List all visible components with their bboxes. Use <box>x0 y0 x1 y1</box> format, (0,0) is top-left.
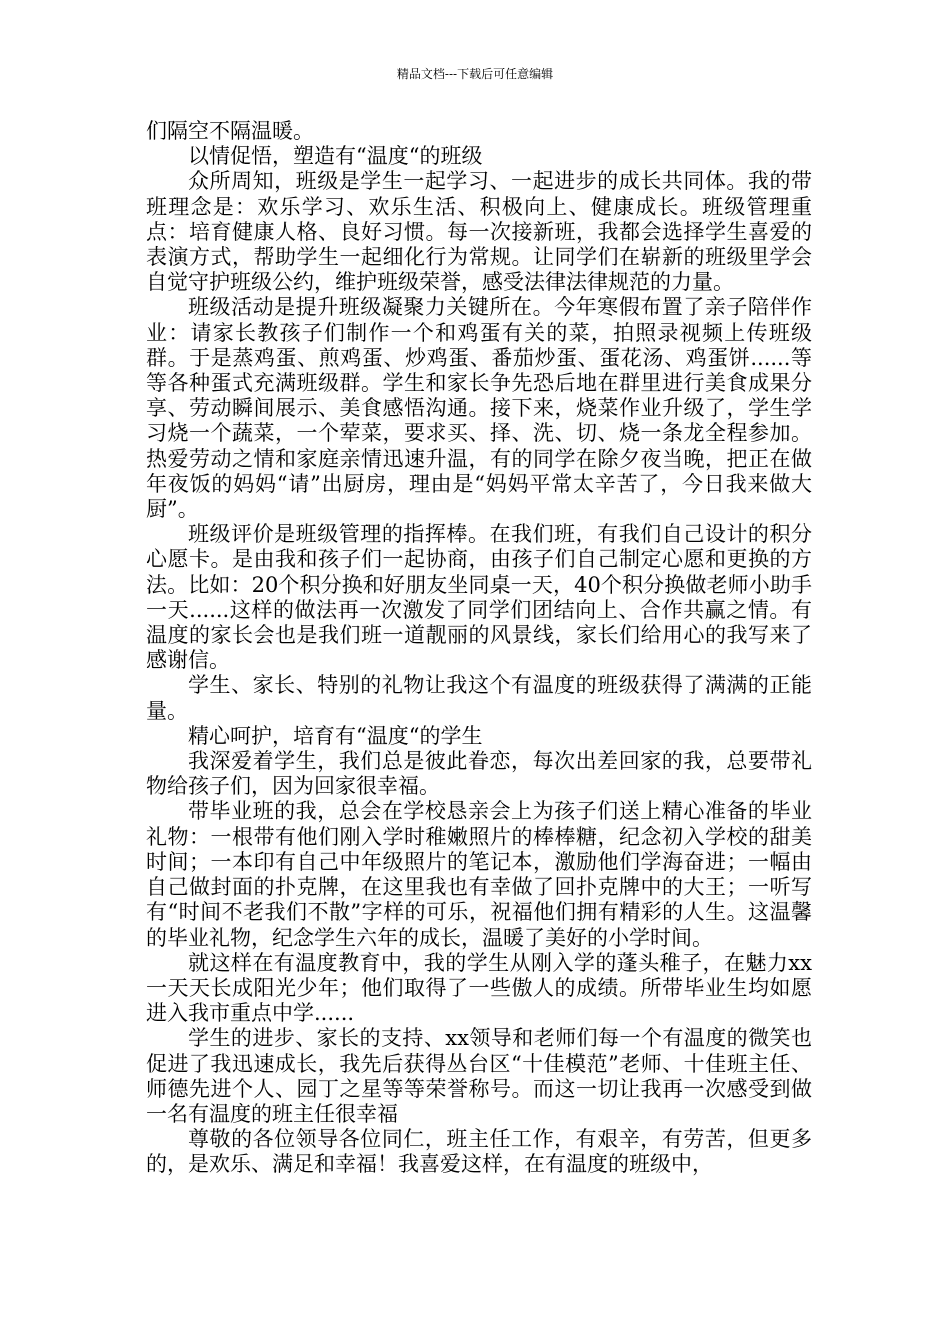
paragraph: 班级评价是班级管理的指挥棒。在我们班，有我们自己设计的积分心愿卡。是由我和孩子们一起协商，由孩子们自己制定心愿和更换的方法。比如：20个积分换和好朋友坐同桌一天，40个积分换做老师小助手一天......这样的做法再一次激发了同学们团结向上、合作共赢之情。有温度的家长会也是我们班一道靓丽的风景线，家长们给用心的我写来了感谢信。 <box>146 522 812 673</box>
page-header: 精品文档---下载后可任意编辑 <box>396 67 554 81</box>
paragraph: 就这样在有温度教育中，我的学生从刚入学的蓬头稚子，在魅力xx一天天长成阳光少年；他们取得了一些傲人的成绩。所带毕业生均如愿进入我市重点中学...... <box>146 950 812 1026</box>
paragraph: 众所周知，班级是学生一起学习、一起进步的成长共同体。我的带班理念是：欢乐学习、欢乐生活、积极向上、健康成长。班级管理重点：培育健康人格、良好习惯。每一次接新班，我都会选择学生喜爱的表演方式，帮助学生一起细化行为常规。让同学们在崭新的班级里学会自觉守护班级公约，维护班级荣誉，感受法律法律规范的力量。 <box>146 169 812 295</box>
paragraph: 尊敬的各位领导各位同仁，班主任工作，有艰辛，有劳苦，但更多的，是欢乐、满足和幸福！我喜爱这样，在有温度的班级中， <box>146 1127 812 1177</box>
document-body <box>146 119 812 1178</box>
paragraph: 带毕业班的我，总会在学校恳亲会上为孩子们送上精心准备的毕业礼物：一根带有他们刚入学时稚嫩照片的棒棒糖，纪念初入学校的甜美时间；一本印有自己中年级照片的笔记本，激励他们学海奋进；一幅由自己做封面的扑克牌，在这里我也有幸做了回扑克牌中的大王；一听写有“时间不老我们不散”字样的可乐，祝福他们拥有精彩的人生。这温馨的毕业礼物，纪念学生六年的成长，温暖了美好的小学时间。 <box>146 799 812 950</box>
paragraph: 们隔空不隔温暖。 <box>146 119 314 143</box>
paragraph: 学生、家长、特别的礼物让我这个有温度的班级获得了满满的正能量。 <box>146 673 812 723</box>
section-heading: 以情促悟，塑造有“温度“的班级 <box>188 144 483 169</box>
paragraph: 我深爱着学生，我们总是彼此眷恋，每次出差回家的我，总要带礼物给孩子们，因为回家很幸福。 <box>146 749 812 799</box>
paragraph: 班级活动是提升班级凝聚力关键所在。今年寒假布置了亲子陪伴作业：请家长教孩子们制作一个和鸡蛋有关的菜，拍照录视频上传班级群。于是蒸鸡蛋、煎鸡蛋、炒鸡蛋、番茄炒蛋、蛋花汤、鸡蛋饼......等等各种蛋式充满班级群。学生和家长争先恐后地在群里进行美食成果分享、劳动瞬间展示、美食感悟沟通。接下来，烧菜作业升级了，学生学习烧一个蔬菜，一个荤菜，要求买、择、洗、切、烧一条龙全程参加。热爱劳动之情和家庭亲情迅速升温，有的同学在除夕夜当晚，把正在做年夜饭的妈妈“请”出厨房，理由是“妈妈平常太辛苦了，今日我来做大厨”。 <box>146 295 812 522</box>
paragraph: 学生的进步、家长的支持、xx领导和老师们每一个有温度的微笑也促进了我迅速成长，我先后获得丛台区“十佳模范”老师、十佳班主任、师德先进个人、园丁之星等等荣誉称号。而这一切让我再一次感受到做一名有温度的班主任很幸福 <box>146 1026 812 1126</box>
section-heading: 精心呵护，培育有“温度“的学生 <box>188 723 483 748</box>
